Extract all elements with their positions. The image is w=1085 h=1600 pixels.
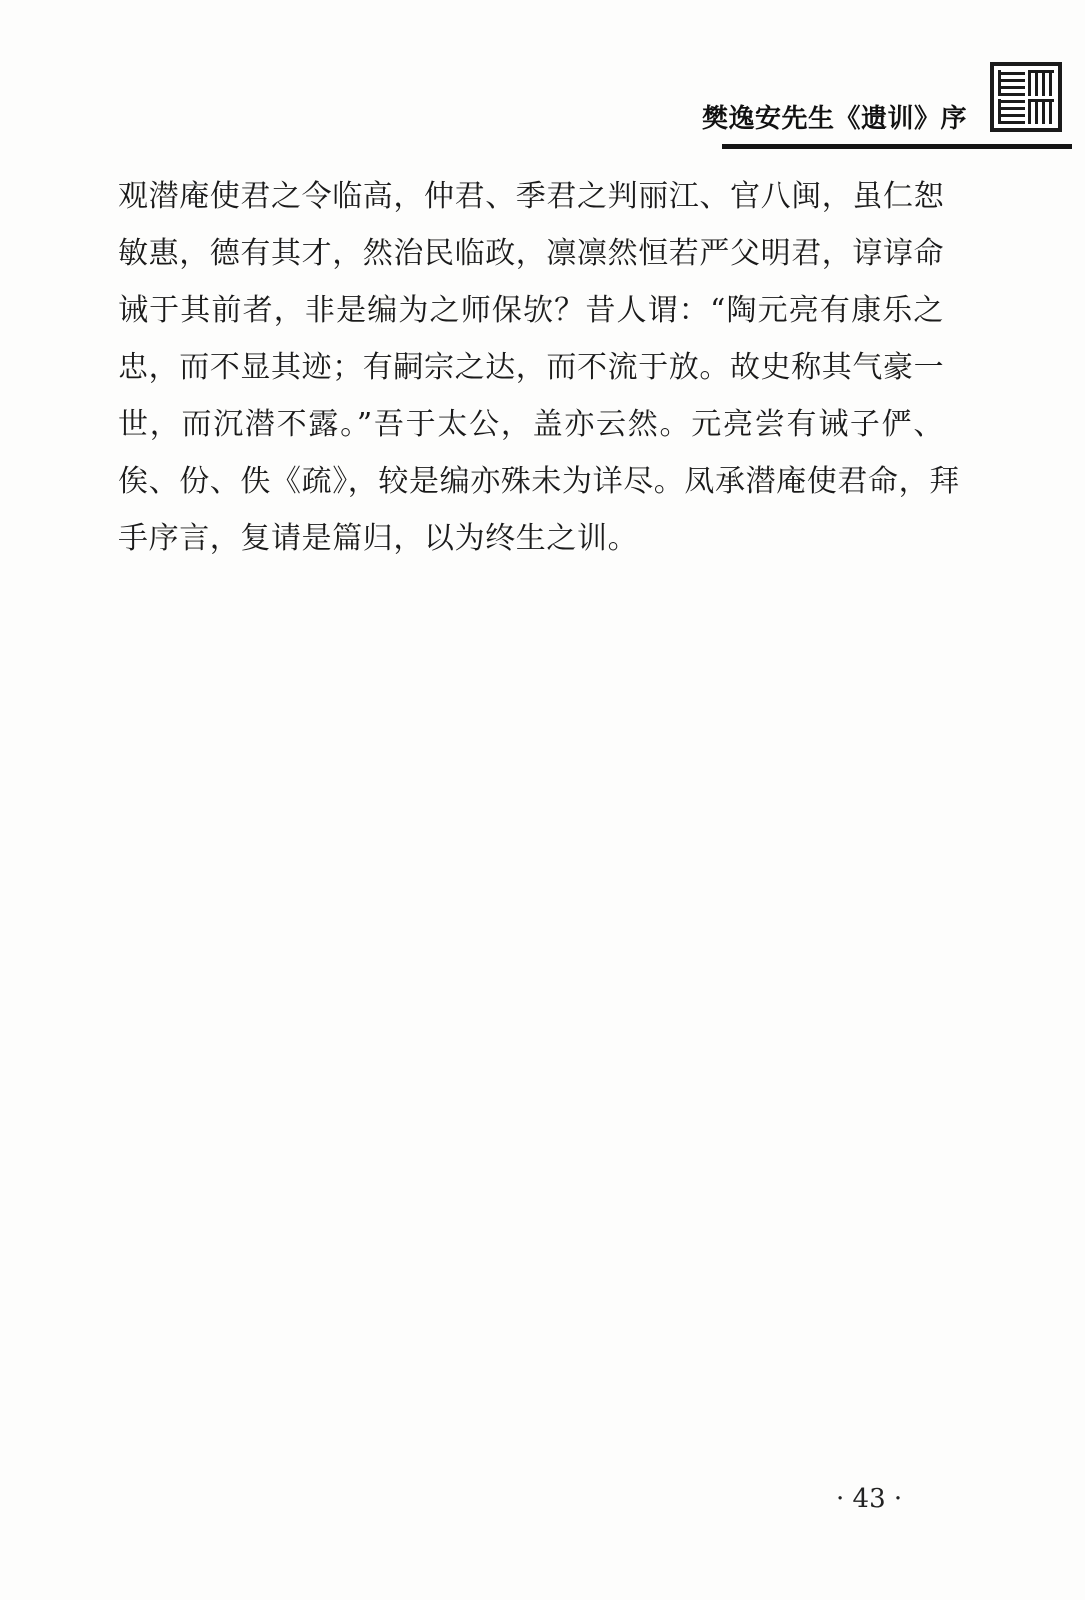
body-line: 手序言，复请是篇归，以为终生之训。 — [118, 521, 639, 556]
header-rule — [722, 144, 1072, 149]
body-line: 世，而沉潜不露。”吾于太公，盖亦云然。元亮尝有诫子俨、 — [118, 407, 944, 442]
body-line: 俟、份、佚《疏》，较是编亦殊未为详尽。凤承潜庵使君命，拜 — [118, 464, 960, 499]
body-paragraph — [118, 168, 958, 567]
body-line: 敏惠，德有其才，然治民临政，凛凛然恒若严父明君，谆谆命 — [118, 236, 945, 271]
body-line: 忠，而不显其迹；有嗣宗之达，而不流于放。故史称其气豪一 — [118, 350, 945, 385]
page-number: · 43 · — [836, 1484, 903, 1514]
running-header-title: 樊逸安先生《遗训》序 — [701, 104, 967, 134]
body-line: 观潜庵使君之令临高，仲君、季君之判丽江、官八闽，虽仁恕 — [118, 179, 945, 214]
seal-stamp-icon — [990, 62, 1062, 132]
body-line: 诫于其前者，非是编为之师保欤？昔人谓：“陶元亮有康乐之 — [118, 293, 944, 328]
